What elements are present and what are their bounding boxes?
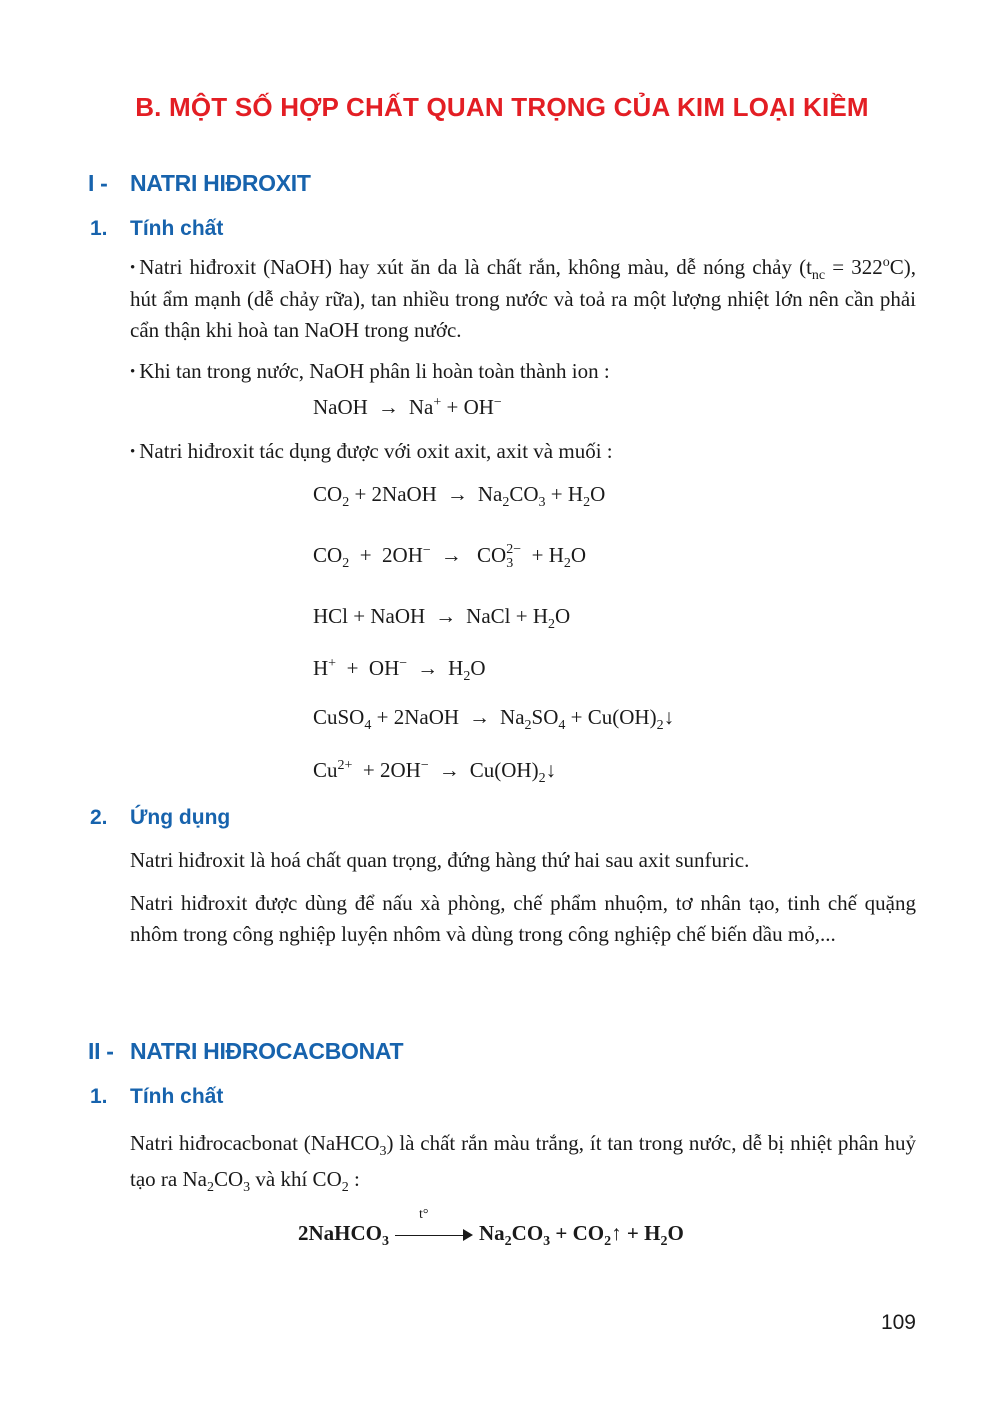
equation-cuso4-naoh: CuSO$_4$ + 2NaOH → $Na_2SO_4$ + $Cu(OH)_2↓$: [313, 705, 675, 734]
subscript: 3: [379, 1144, 387, 1160]
text: Natri hiđrocacbonat (NaHCO: [130, 1131, 380, 1155]
paragraph-naoh-physical: [130, 252, 916, 346]
subheading-title: Ứng dụng: [130, 806, 231, 829]
subheading-applications: [90, 806, 230, 830]
equation-co2-oh-ionic: $CO_2 + 2OH^-$ → CO 2− 3 + $H_2O$: [313, 542, 587, 572]
equation-nahco3-decomposition: 2NaHCO$_3$ t° $Na_2CO_3$ + $CO_2↑ + H_2O$: [298, 1207, 684, 1250]
reaction-condition: t°: [419, 1207, 429, 1223]
paragraph-naoh-reactions: [130, 436, 916, 468]
text: và khí CO: [250, 1167, 342, 1191]
text: CO: [213, 1167, 244, 1191]
paragraph-nahco3-properties: [130, 1125, 916, 1197]
equation-cu-oh-ionic: $Cu^{2+} + 2OH^-$ → $Cu(OH)_2↓$: [313, 758, 557, 787]
bullet: •: [130, 260, 136, 276]
equation-co2-naoh: $CO_2$ + 2NaOH → $Na_2CO_3 + H_2O$: [313, 482, 606, 511]
text: = 322: [825, 255, 883, 279]
section-title: NATRI HIĐROXIT: [130, 170, 311, 196]
page-number: 109: [880, 1311, 916, 1334]
subheading-title: Tính chất: [130, 1085, 224, 1108]
text: :: [348, 1167, 360, 1191]
heat-arrow-icon: [395, 1207, 473, 1245]
subheading-properties-2: [90, 1085, 223, 1109]
superscript: o: [882, 255, 890, 270]
section-numeral: II -: [88, 1038, 114, 1064]
paragraph-applications-1: Natri hiđroxit là hoá chất quan trọng, đứng hàng thứ hai sau axit sunfuric.: [130, 848, 750, 872]
section-heading-naoh: [88, 170, 311, 197]
subscript: 3: [243, 1180, 251, 1196]
text: C), hút ẩm mạnh (dễ chảy rữa), tan nhiều trong nước và toả ra một lượng nhiệt lớn nên cần phải cẩn thận khi hoà tan NaOH trong nước.: [130, 255, 917, 342]
paragraph-applications-2: Natri hiđroxit được dùng để nấu xà phòng, chế phẩm nhuộm, tơ nhân tạo, tinh chế quặng nhôm trong công nghiệp luyện nhôm và dùng trong công nghiệp chế biến dầu mỏ,...: [130, 891, 916, 946]
chapter-title: B. MỘT SỐ HỢP CHẤT QUAN TRỌNG CỦA KIM LOẠI KIỀM: [135, 92, 869, 122]
text: Natri hiđroxit (NaOH) hay xút ăn da là chất rắn, không màu, dễ nóng chảy (t: [139, 255, 812, 279]
equation-h-oh-ionic: $H^+ + OH^- \to H_2O$: [313, 656, 486, 685]
equation-dissociation: NaOH → Na+ + OH−: [313, 395, 502, 419]
paragraph-naoh-dissociation: [130, 356, 916, 388]
section-title: NATRI HIĐROCACBONAT: [130, 1038, 404, 1064]
subheading-number: 1.: [90, 1085, 108, 1108]
section-heading-nahco3: [88, 1038, 403, 1065]
equation-hcl-naoh: HCl + NaOH → NaCl + $H_2O$: [313, 604, 571, 633]
subheading-number: 1.: [90, 217, 108, 240]
subscript: nc: [811, 268, 826, 284]
subscript: 2: [206, 1180, 214, 1196]
text: Natri hiđroxit tác dụng được với oxit axit, axit và muối :: [139, 439, 613, 463]
section-numeral: I -: [88, 170, 108, 196]
bullet: •: [130, 364, 136, 380]
text: Khi tan trong nước, NaOH phân li hoàn toàn thành ion :: [139, 359, 610, 383]
subscript: 2: [341, 1180, 349, 1196]
subheading-number: 2.: [90, 806, 108, 829]
text: ) là chất rắn màu trắng, ít tan trong nước, dễ bị nhiệt phân huỷ tạo ra Na: [130, 1131, 916, 1191]
bullet: •: [130, 444, 136, 460]
subheading-title: Tính chất: [130, 217, 224, 240]
subheading-properties: [90, 217, 223, 241]
